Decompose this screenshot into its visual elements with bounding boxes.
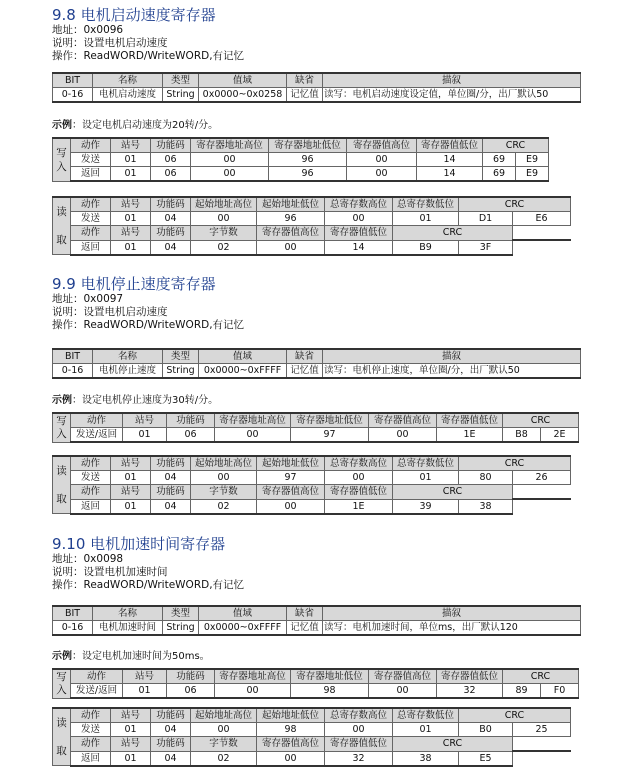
header-cell: CRC xyxy=(459,708,571,723)
read-side-label xyxy=(53,456,71,514)
header-cell: CRC xyxy=(503,669,579,684)
header-cell: 功能码 xyxy=(151,708,191,723)
register-default: 记忆值 xyxy=(287,88,323,103)
header-cell: 值域 xyxy=(199,349,287,364)
header-cell: 总寄存数低位 xyxy=(393,456,459,471)
header-cell: 寄存器值低位 xyxy=(325,485,393,500)
table-row xyxy=(53,240,571,255)
header-cell: 寄存器地址高位 xyxy=(215,669,291,684)
header-cell: 站号 xyxy=(123,413,167,428)
cell: 97 xyxy=(257,471,325,485)
header-cell: BIT xyxy=(53,606,93,621)
cell: 26 xyxy=(513,471,571,485)
example-text: ：设定电机启动速度为20转/分。 xyxy=(72,120,219,131)
empty-cell xyxy=(513,240,571,255)
header-cell: 站号 xyxy=(111,708,151,723)
bit-definition-table xyxy=(52,348,581,379)
cell: 96 xyxy=(257,212,325,226)
section-title: 9.9 电机停止速度寄存器 xyxy=(52,275,216,293)
header-cell: 寄存器地址高位 xyxy=(215,413,291,428)
read-side-label xyxy=(53,197,71,255)
cell: 发送 xyxy=(71,723,111,737)
cell: 01 xyxy=(123,684,167,699)
cell: 80 xyxy=(459,471,513,485)
cell: 04 xyxy=(151,212,191,226)
cell: 38 xyxy=(393,751,459,766)
cell: E9 xyxy=(516,167,549,182)
header-cell: 动作 xyxy=(71,669,123,684)
header-cell: CRC xyxy=(483,138,549,153)
header-cell: 站号 xyxy=(123,669,167,684)
header-cell: 缺省 xyxy=(287,349,323,364)
cell: 96 xyxy=(269,167,347,182)
register-detail: 读写：电机启动速度设定值，单位圈/分，出厂默认50 xyxy=(323,88,581,103)
register-operation: 操作：ReadWORD/WriteWORD,有记忆 xyxy=(52,319,245,331)
table-row xyxy=(53,167,549,182)
header-cell: 起始地址高位 xyxy=(191,456,257,471)
cell: 00 xyxy=(347,153,417,167)
cell: 38 xyxy=(459,499,513,514)
header-cell: 起始地址高位 xyxy=(191,708,257,723)
cell: 00 xyxy=(191,471,257,485)
side-char: 写 xyxy=(56,414,67,427)
register-range: 0x0000~0x0258 xyxy=(199,88,287,103)
cell: 01 xyxy=(111,153,151,167)
example-text: ：设定电机加速时间为50ms。 xyxy=(72,651,210,662)
cell: 返回 xyxy=(71,167,111,182)
example-line xyxy=(52,119,582,132)
side-char: 读 xyxy=(56,465,67,477)
register-name: 电机停止速度 xyxy=(93,364,163,379)
side-char: 入 xyxy=(56,160,67,173)
read-command-table xyxy=(52,455,571,515)
header-cell: CRC xyxy=(459,456,571,471)
table-row xyxy=(53,621,581,636)
header-cell: 站号 xyxy=(111,485,151,500)
header-cell: 类型 xyxy=(163,606,199,621)
cell: 14 xyxy=(325,240,393,255)
bit-definition-table xyxy=(52,72,581,103)
bit-table-header xyxy=(53,73,581,88)
cell: 01 xyxy=(123,428,167,443)
section-motor-accel-time xyxy=(52,535,582,592)
cell: 发送 xyxy=(71,471,111,485)
header-cell: 功能码 xyxy=(167,669,215,684)
register-description: 说明：设置电机启动速度 xyxy=(52,37,168,49)
register-type: String xyxy=(163,621,199,636)
cell: 1E xyxy=(437,428,503,443)
side-char: 入 xyxy=(56,683,67,696)
table-row xyxy=(53,88,581,103)
empty-cell xyxy=(513,737,571,752)
cell: 96 xyxy=(269,153,347,167)
register-default: 记忆值 xyxy=(287,364,323,379)
header-cell: 功能码 xyxy=(151,138,191,153)
section-title: 9.8 电机启动速度寄存器 xyxy=(52,6,216,24)
cell: 00 xyxy=(369,428,437,443)
side-char: 写 xyxy=(56,670,67,683)
cell: 01 xyxy=(393,212,459,226)
header-cell: 功能码 xyxy=(151,197,191,212)
cell: 01 xyxy=(393,723,459,737)
header-cell: 寄存器地址低位 xyxy=(269,138,347,153)
header-cell: 寄存器值高位 xyxy=(257,485,325,500)
header-cell: CRC xyxy=(393,226,513,241)
cell: F0 xyxy=(541,684,579,699)
header-cell: 寄存器值低位 xyxy=(437,669,503,684)
cell: 返回 xyxy=(71,240,111,255)
header-cell: 寄存器值高位 xyxy=(347,138,417,153)
table-row xyxy=(53,751,571,766)
bit-range: 0-16 xyxy=(53,88,93,103)
cell: 2E xyxy=(541,428,579,443)
example-line xyxy=(52,650,582,663)
write-table-header xyxy=(53,413,579,428)
cell: 发送 xyxy=(71,153,111,167)
cell: B8 xyxy=(503,428,541,443)
cell: E9 xyxy=(516,153,549,167)
header-cell: 功能码 xyxy=(167,413,215,428)
empty-cell xyxy=(513,499,571,514)
cell: 01 xyxy=(111,751,151,766)
cell: 04 xyxy=(151,751,191,766)
cell: 02 xyxy=(191,240,257,255)
table-row xyxy=(53,428,579,443)
cell: 00 xyxy=(257,499,325,514)
cell: 14 xyxy=(417,153,483,167)
cell: 39 xyxy=(393,499,459,514)
header-cell: 寄存器值高位 xyxy=(369,669,437,684)
cell: 3F xyxy=(459,240,513,255)
cell: 01 xyxy=(111,471,151,485)
table-row xyxy=(53,364,581,379)
read-table-header xyxy=(53,197,571,212)
side-char: 取 xyxy=(56,745,67,757)
header-cell: 寄存器地址低位 xyxy=(291,413,369,428)
register-range: 0x0000~0xFFFF xyxy=(199,364,287,379)
cell: B9 xyxy=(393,240,459,255)
header-cell: 站号 xyxy=(111,737,151,752)
header-cell: 起始地址低位 xyxy=(257,197,325,212)
header-cell: 总寄存数低位 xyxy=(393,708,459,723)
cell: 1E xyxy=(325,499,393,514)
read-command-table xyxy=(52,196,571,256)
cell: 00 xyxy=(325,723,393,737)
section-title: 9.10 电机加速时间寄存器 xyxy=(52,535,226,553)
cell: 25 xyxy=(513,723,571,737)
cell: 发送/返回 xyxy=(71,428,123,443)
header-cell: 功能码 xyxy=(151,737,191,752)
table-row xyxy=(53,684,579,699)
side-char: 取 xyxy=(56,234,67,246)
register-address: 地址：0x0097 xyxy=(52,293,124,305)
cell: 00 xyxy=(325,471,393,485)
cell: 06 xyxy=(167,684,215,699)
bit-range: 0-16 xyxy=(53,364,93,379)
header-cell: 值域 xyxy=(199,606,287,621)
header-cell: 动作 xyxy=(71,456,111,471)
side-char: 取 xyxy=(56,493,67,505)
header-cell: 寄存器地址高位 xyxy=(191,138,269,153)
cell: 06 xyxy=(167,428,215,443)
cell: 发送 xyxy=(71,212,111,226)
register-operation: 操作：ReadWORD/WriteWORD,有记忆 xyxy=(52,50,245,62)
header-cell: 缺省 xyxy=(287,73,323,88)
cell: 00 xyxy=(191,153,269,167)
cell: 发送/返回 xyxy=(71,684,123,699)
cell: 32 xyxy=(437,684,503,699)
bit-table-header xyxy=(53,606,581,621)
write-side-label xyxy=(53,413,71,442)
header-cell: 动作 xyxy=(71,485,111,500)
write-command-table xyxy=(52,412,579,443)
header-cell: 值域 xyxy=(199,73,287,88)
register-type: String xyxy=(163,88,199,103)
cell: 01 xyxy=(393,471,459,485)
cell: 00 xyxy=(257,751,325,766)
header-cell: 名称 xyxy=(93,73,163,88)
cell: 00 xyxy=(369,684,437,699)
header-cell: 类型 xyxy=(163,349,199,364)
cell: E5 xyxy=(459,751,513,766)
write-side-label xyxy=(53,669,71,698)
header-cell: 寄存器值低位 xyxy=(417,138,483,153)
header-cell: 寄存器值低位 xyxy=(437,413,503,428)
example-label: 示例 xyxy=(52,120,72,131)
header-cell: 动作 xyxy=(71,737,111,752)
register-name: 电机加速时间 xyxy=(93,621,163,636)
side-char: 入 xyxy=(56,427,67,440)
table-row xyxy=(53,499,571,514)
read-command-table xyxy=(52,707,571,767)
cell: 06 xyxy=(151,153,191,167)
cell: 32 xyxy=(325,751,393,766)
header-cell: 起始地址高位 xyxy=(191,197,257,212)
cell: 14 xyxy=(417,167,483,182)
cell: 01 xyxy=(111,212,151,226)
write-table-header xyxy=(53,669,579,684)
read-side-label xyxy=(53,708,71,766)
cell: 98 xyxy=(257,723,325,737)
header-cell: 字节数 xyxy=(191,485,257,500)
header-cell: 总寄存数高位 xyxy=(325,456,393,471)
table-row xyxy=(53,471,571,485)
cell: 98 xyxy=(291,684,369,699)
read-table-header xyxy=(53,456,571,471)
cell: 04 xyxy=(151,471,191,485)
header-cell: 动作 xyxy=(71,197,111,212)
header-cell: 缺省 xyxy=(287,606,323,621)
header-cell: 动作 xyxy=(71,138,111,153)
section-motor-start-speed xyxy=(52,6,582,63)
cell: 69 xyxy=(483,153,516,167)
header-cell: 寄存器值高位 xyxy=(369,413,437,428)
register-description: 说明：设置电机加速时间 xyxy=(52,566,168,578)
register-operation: 操作：ReadWORD/WriteWORD,有记忆 xyxy=(52,579,245,591)
header-cell: 站号 xyxy=(111,456,151,471)
register-default: 记忆值 xyxy=(287,621,323,636)
example-text: ：设定电机停止速度为30转/分。 xyxy=(72,395,219,406)
header-cell: 站号 xyxy=(111,197,151,212)
header-cell: 总寄存数低位 xyxy=(393,197,459,212)
cell: 06 xyxy=(151,167,191,182)
cell: 69 xyxy=(483,167,516,182)
cell: 01 xyxy=(111,499,151,514)
header-cell: 总寄存数高位 xyxy=(325,708,393,723)
read-response-header xyxy=(53,485,571,500)
header-cell: 起始地址低位 xyxy=(257,708,325,723)
write-command-table xyxy=(52,137,549,182)
example-line xyxy=(52,394,582,407)
header-cell: 寄存器值低位 xyxy=(325,737,393,752)
write-command-table xyxy=(52,668,579,699)
header-cell: BIT xyxy=(53,349,93,364)
header-cell: 寄存器地址低位 xyxy=(291,669,369,684)
table-row xyxy=(53,153,549,167)
header-cell: 类型 xyxy=(163,73,199,88)
cell: 返回 xyxy=(71,499,111,514)
header-cell: 站号 xyxy=(111,226,151,241)
header-cell: CRC xyxy=(393,485,513,500)
cell: 02 xyxy=(191,499,257,514)
read-response-header xyxy=(53,737,571,752)
header-cell: 站号 xyxy=(111,138,151,153)
header-cell: 描叙 xyxy=(323,73,581,88)
header-cell: 动作 xyxy=(71,226,111,241)
cell: 01 xyxy=(111,240,151,255)
cell: 04 xyxy=(151,723,191,737)
register-type: String xyxy=(163,364,199,379)
register-address: 地址：0x0098 xyxy=(52,553,124,565)
register-detail: 读写：电机加速时间，单位ms，出厂默认120 xyxy=(323,621,581,636)
empty-cell xyxy=(513,485,571,500)
header-cell: 功能码 xyxy=(151,456,191,471)
cell: 01 xyxy=(111,167,151,182)
header-cell: 寄存器值高位 xyxy=(257,737,325,752)
bit-definition-table xyxy=(52,605,581,636)
cell: 00 xyxy=(215,428,291,443)
header-cell: CRC xyxy=(503,413,579,428)
register-name: 电机启动速度 xyxy=(93,88,163,103)
side-char: 写 xyxy=(56,146,67,159)
cell: 返回 xyxy=(71,751,111,766)
header-cell: 描叙 xyxy=(323,606,581,621)
header-cell: 动作 xyxy=(71,413,123,428)
section-motor-stop-speed xyxy=(52,275,582,332)
header-cell: 寄存器值低位 xyxy=(325,226,393,241)
header-cell: 名称 xyxy=(93,349,163,364)
header-cell: 描叙 xyxy=(323,349,581,364)
read-response-header xyxy=(53,226,571,241)
side-char: 读 xyxy=(56,206,67,218)
header-cell: 字节数 xyxy=(191,737,257,752)
header-cell: 寄存器值高位 xyxy=(257,226,325,241)
register-detail: 读写：电机停止速度，单位圈/分，出厂默认50 xyxy=(323,364,581,379)
header-cell: BIT xyxy=(53,73,93,88)
header-cell: 名称 xyxy=(93,606,163,621)
bit-range: 0-16 xyxy=(53,621,93,636)
register-range: 0x0000~0xFFFF xyxy=(199,621,287,636)
write-side-label xyxy=(53,138,71,181)
example-label: 示例 xyxy=(52,395,72,406)
empty-cell xyxy=(513,226,571,241)
cell: 97 xyxy=(291,428,369,443)
register-description: 说明：设置电机启动速度 xyxy=(52,306,168,318)
header-cell: 动作 xyxy=(71,708,111,723)
cell: 04 xyxy=(151,240,191,255)
read-table-header xyxy=(53,708,571,723)
cell: 00 xyxy=(191,167,269,182)
cell: 04 xyxy=(151,499,191,514)
header-cell: 起始地址低位 xyxy=(257,456,325,471)
cell: D1 xyxy=(459,212,513,226)
header-cell: 字节数 xyxy=(191,226,257,241)
empty-cell xyxy=(513,751,571,766)
cell: 00 xyxy=(215,684,291,699)
cell: 02 xyxy=(191,751,257,766)
cell: 00 xyxy=(257,240,325,255)
register-address: 地址：0x0096 xyxy=(52,24,124,36)
cell: E6 xyxy=(513,212,571,226)
side-char: 读 xyxy=(56,717,67,729)
cell: 00 xyxy=(191,723,257,737)
example-label: 示例 xyxy=(52,651,72,662)
header-cell: CRC xyxy=(459,197,571,212)
table-row xyxy=(53,212,571,226)
bit-table-header xyxy=(53,349,581,364)
header-cell: 功能码 xyxy=(151,485,191,500)
header-cell: 功能码 xyxy=(151,226,191,241)
cell: 00 xyxy=(191,212,257,226)
table-row xyxy=(53,723,571,737)
write-table-header xyxy=(53,138,549,153)
cell: B0 xyxy=(459,723,513,737)
header-cell: 总寄存数高位 xyxy=(325,197,393,212)
cell: 00 xyxy=(325,212,393,226)
cell: 89 xyxy=(503,684,541,699)
cell: 00 xyxy=(347,167,417,182)
header-cell: CRC xyxy=(393,737,513,752)
cell: 01 xyxy=(111,723,151,737)
